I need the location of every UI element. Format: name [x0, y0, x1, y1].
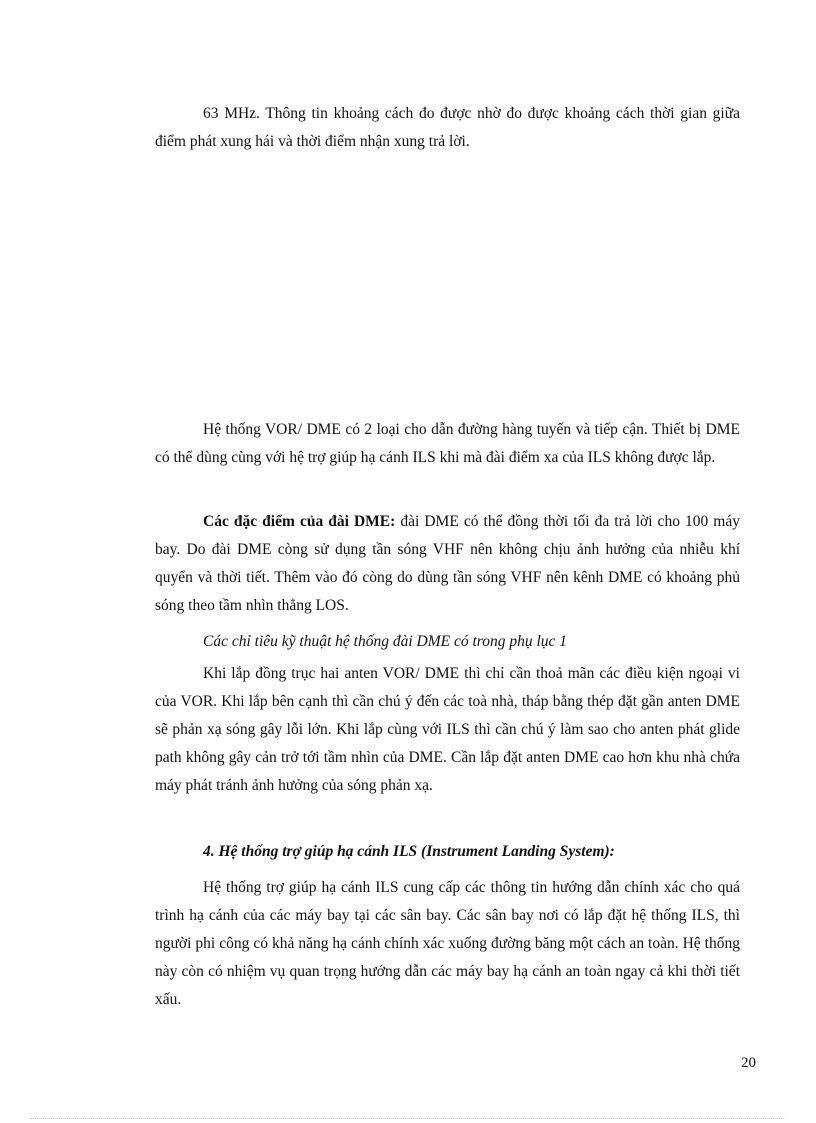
paragraph-dme-characteristics — [155, 508, 740, 620]
page-number: 20 — [741, 1055, 756, 1071]
heading-text: 4. Hệ thống trợ giúp hạ cánh ILS (Instrument Landing System): — [203, 843, 615, 860]
page-bottom-divider — [30, 1118, 786, 1119]
paragraph-text: Hệ thống VOR/ DME có 2 loại cho dẫn đường hàng tuyến và tiếp cận. Thiết bị DME có thể dùng cùng với hệ trợ giúp hạ cánh ILS khi mà đài điểm xa của ILS không được lắp. — [155, 421, 740, 466]
paragraph-text: Các chỉ tiêu kỹ thuật hệ thống đài DME có trong phụ lục 1 — [203, 633, 568, 650]
paragraph-vor-dme-types — [155, 416, 740, 472]
paragraph-ils-description — [155, 874, 740, 1014]
paragraph-text: 63 MHz. Thông tin khoảng cách đo được nhờ đo được khoảng cách thời gian giữa điểm phát xung hái và thời điểm nhận xung trả lời. — [155, 105, 740, 150]
paragraph-dme-specs-note — [155, 628, 740, 656]
paragraph-text: Khi lắp đồng trục hai anten VOR/ DME thì chỉ cần thoả mãn các điều kiện ngoại vi của VOR. Khi lắp bên cạnh thì cần chú ý đến các toà nhà, tháp bằng thép đặt gần anten DME sẽ phản xạ sóng gây lỗi lớn. Khi lắp cùng với ILS thì cần chú ý làm sao cho anten phát glide path không gây cản trở tới tầm nhìn của DME. Cần lắp đặt anten DME cao hơn khu nhà chứa máy phát tránh ảnh hưởng của sóng phản xạ. — [155, 665, 740, 794]
paragraph-text: đài DME có thể đồng thời tối đa trả lời cho 100 máy bay. Do đài DME còng sử dụng tần sóng VHF nên không chịu ảnh hưởng của nhiễu khí quyển và thời tiết. Thêm vào đó còng do dùng tần sóng VHF nên kênh DME có khoảng phủ sóng theo tầm nhìn thẳng LOS. — [155, 513, 740, 614]
paragraph-text: Hệ thống trợ giúp hạ cánh ILS cung cấp các thông tin hướng dẫn chính xác cho quá trình hạ cánh của các máy bay tại các sân bay. Các sân bay nơi có lắp đặt hệ thống ILS, thì người phi công có khả năng hạ cánh chính xác xuống đường băng một cách an toàn. Hệ thống này còn có nhiệm vụ quan trọng hướng dẫn các máy bay hạ cánh an toàn ngay cả khi thời tiết xấu. — [155, 879, 740, 1008]
paragraph-antenna-installation — [155, 660, 740, 800]
paragraph-label: Các đặc điểm của đài DME: — [203, 513, 396, 530]
section-heading-ils — [155, 838, 740, 866]
paragraph-dme-distance — [155, 100, 740, 156]
